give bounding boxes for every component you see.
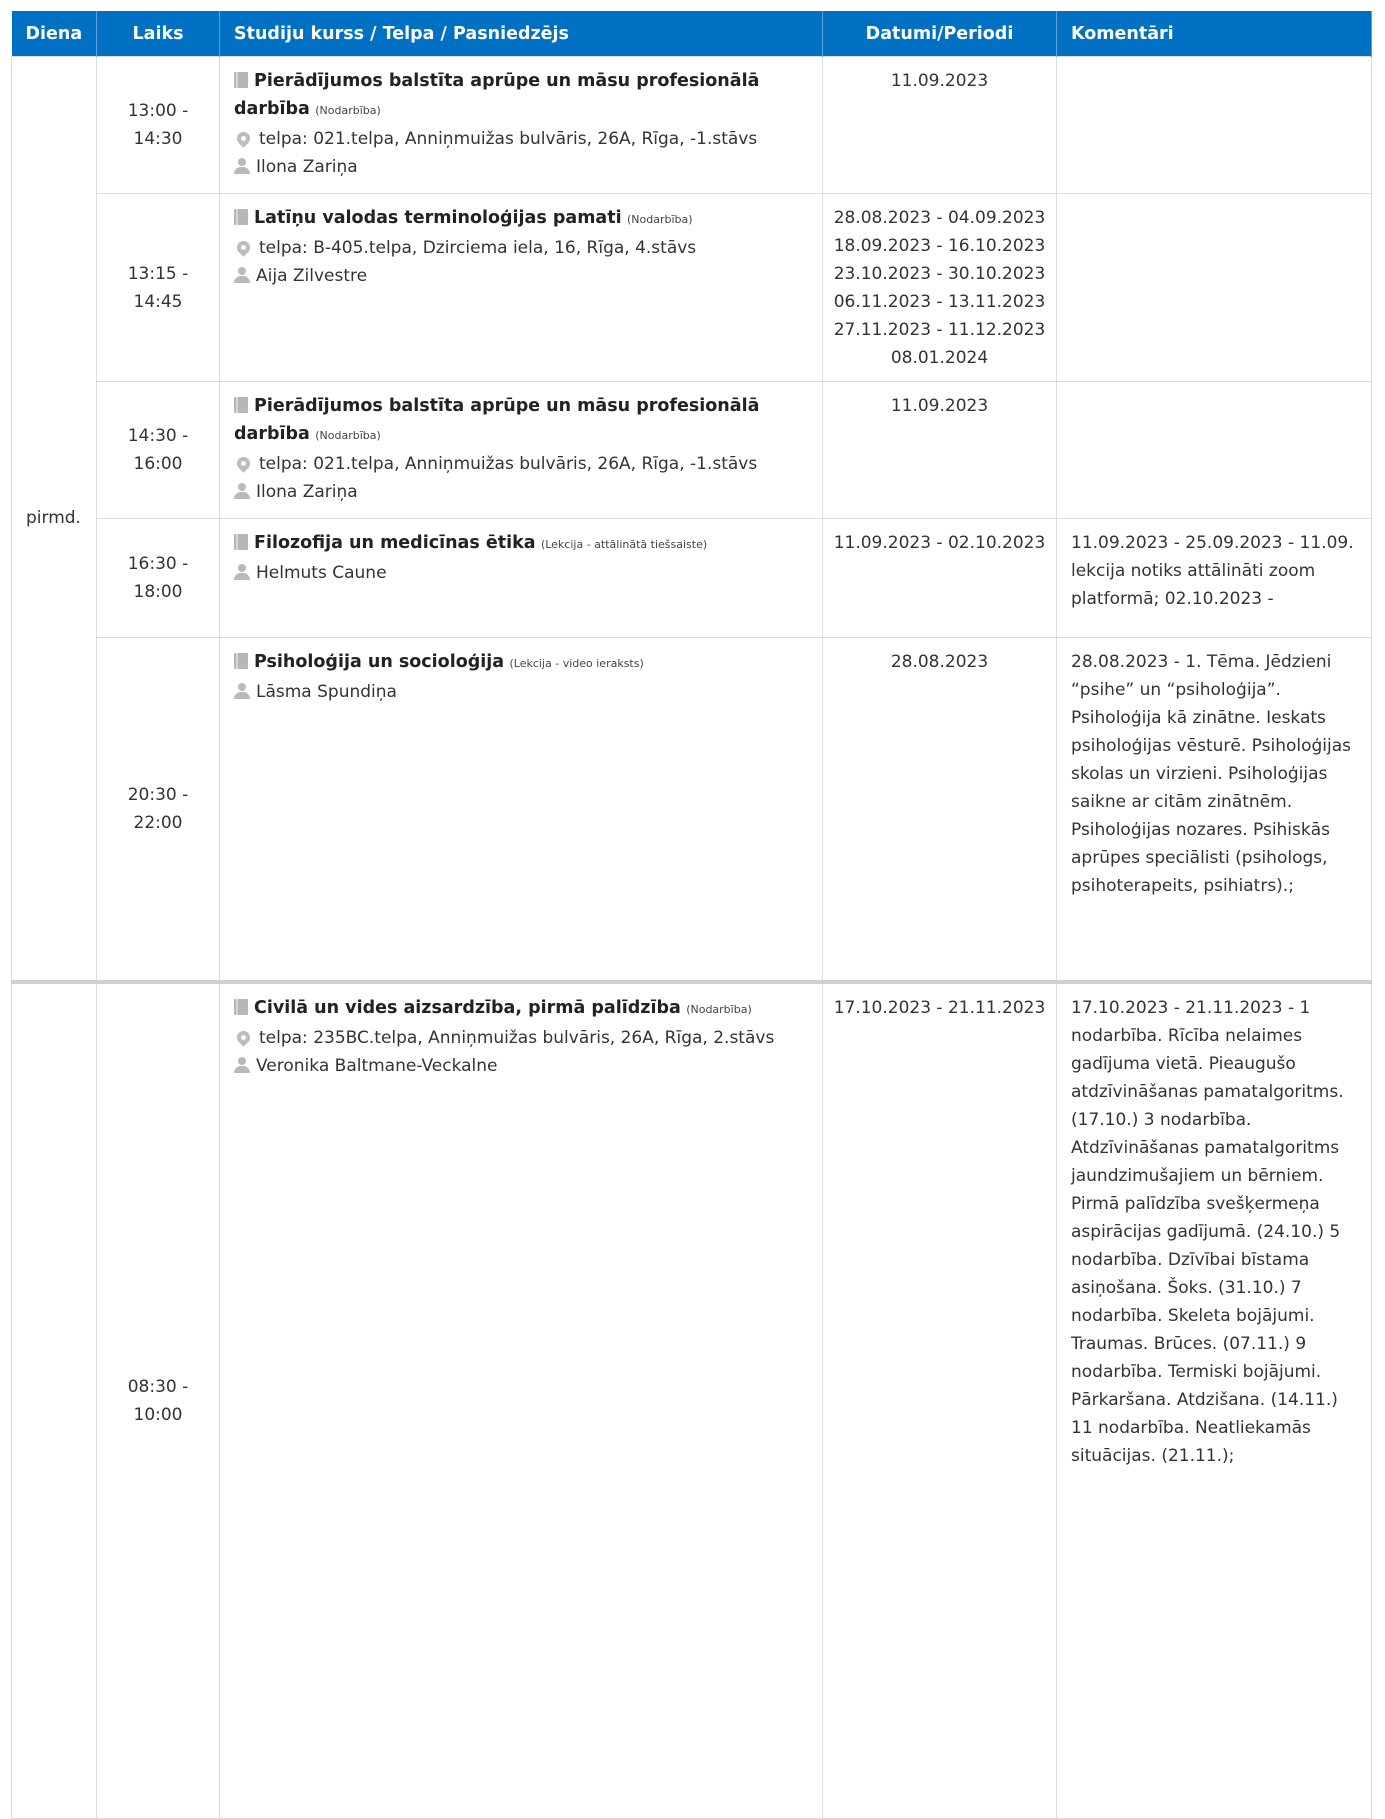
time-end: 14:30	[133, 129, 183, 149]
table-row	[12, 57, 1372, 194]
dates-cell	[823, 982, 1057, 1819]
course-type: (Lekcija - attālinātā tiešsaiste)	[540, 538, 708, 551]
comment-cell: 11.09.2023 - 25.09.2023 - 11.09. lekcija notiks attālināti zoom platformā; 02.10.2023 -	[1057, 519, 1372, 638]
date-period: 11.09.2023	[890, 71, 989, 91]
comment-cell: 28.08.2023 - 1. Tēma. Jēdzieni “psihe” un “psiholoģija”. Psiholoģija kā zinātne. Ieskats psiholoģijas vēsturē. Psiholoģijas skolas un virzieni. Psiholoģijas saikne ar citām zinātnēm. Psiholoģijas nozares. Psihiskās aprūpes speciālisti (psihologs, psihoterapeits, psihiatrs).;	[1057, 638, 1372, 982]
col-header-day: Diena	[12, 11, 97, 57]
time-cell	[97, 194, 220, 382]
course-cell	[220, 638, 823, 982]
course-type: (Nodarbība)	[686, 1002, 752, 1016]
course-type: (Nodarbība)	[627, 213, 693, 226]
date-period: 08.01.2024	[890, 348, 989, 368]
comment-cell	[1057, 57, 1372, 194]
location-icon	[234, 129, 252, 147]
location-icon	[234, 1028, 252, 1046]
course-cell	[220, 57, 823, 194]
course-title: Civilā un vides aizsardzība, pirmā palīdzība	[254, 997, 681, 1018]
course-cell	[220, 382, 823, 519]
date-period: 18.09.2023 - 16.10.2023	[833, 236, 1046, 256]
date-period: 27.11.2023 - 11.12.2023	[833, 320, 1046, 340]
time-end: 16:00	[133, 454, 183, 474]
day-cell: pirmd.	[12, 57, 97, 982]
table-row	[12, 982, 1372, 1819]
time-start: 13:15 -	[127, 263, 189, 284]
person-icon	[234, 483, 250, 499]
person-icon	[234, 564, 250, 580]
book-icon	[234, 72, 248, 88]
date-period: 28.08.2023	[890, 652, 989, 672]
dates-cell	[823, 638, 1057, 982]
comment-cell	[1057, 382, 1372, 519]
time-cell	[97, 982, 220, 1819]
time-cell	[97, 638, 220, 982]
date-period: 23.10.2023 - 30.10.2023	[833, 264, 1046, 284]
col-header-course: Studiju kurss / Telpa / Pasniedzējs	[220, 11, 823, 57]
teacher-name: Aija Zilvestre	[256, 266, 368, 286]
schedule-table	[11, 11, 1372, 1819]
time-end: 10:00	[133, 1404, 183, 1425]
comment-cell	[1057, 194, 1372, 382]
person-icon	[234, 1057, 250, 1073]
time-end: 14:45	[133, 291, 183, 312]
table-header-row	[12, 11, 1372, 57]
course-type: (Lekcija - video ieraksts)	[509, 657, 644, 670]
schedule-body	[12, 57, 1372, 1819]
course-cell	[220, 194, 823, 382]
course-cell	[220, 982, 823, 1819]
course-type: (Nodarbība)	[315, 104, 381, 117]
date-period: 28.08.2023 - 04.09.2023	[833, 208, 1046, 228]
location-icon	[234, 238, 252, 256]
teacher-name: Veronika Baltmane-Veckalne	[256, 1055, 498, 1076]
day-cell	[12, 982, 97, 1819]
table-row	[12, 194, 1372, 382]
table-row	[12, 519, 1372, 638]
time-cell	[97, 57, 220, 194]
time-cell	[97, 519, 220, 638]
date-period: 06.11.2023 - 13.11.2023	[833, 292, 1046, 312]
dates-cell	[823, 57, 1057, 194]
time-start: 08:30 -	[127, 1376, 189, 1397]
date-period: 17.10.2023 - 21.11.2023	[833, 997, 1046, 1018]
date-period: 11.09.2023	[890, 396, 989, 416]
course-title: Pierādījumos balstīta aprūpe un māsu profesionālā darbība	[234, 71, 760, 119]
room-text: telpa: B-405.telpa, Dzirciema iela, 16, Rīga, 4.stāvs	[259, 238, 697, 258]
book-icon	[234, 397, 248, 413]
time-start: 20:30 -	[127, 784, 189, 805]
comment-cell: 17.10.2023 - 21.11.2023 - 1 nodarbība. Rīcība nelaimes gadījuma vietā. Pieaugušo atdzīvināšanas pamatalgoritms. (17.10.) 3 nodarbība. Atdzīvināšanas pamatalgoritms jaundzimušajiem un bērniem. Pirmā palīdzība svešķermeņa aspirācijas gadījumā. (24.10.) 5 nodarbība. Dzīvībai bīstama asiņošana. Šoks. (31.10.) 7 nodarbība. Skeleta bojājumi. Traumas. Brūces. (07.11.) 9 nodarbība. Termiski bojājumi. Pārkaršana. Atdzišana. (14.11.) 11 nodarbība. Neatliekamās situācijas. (21.11.);	[1057, 982, 1372, 1819]
course-title: Filozofija un medicīnas ētika	[254, 533, 536, 553]
book-icon	[234, 653, 248, 669]
course-type: (Nodarbība)	[315, 429, 381, 442]
time-start: 14:30 -	[127, 426, 189, 446]
time-cell	[97, 382, 220, 519]
course-title: Psiholoģija un socioloģija	[254, 652, 505, 672]
time-start: 16:30 -	[127, 554, 189, 574]
col-header-time: Laiks	[97, 11, 220, 57]
table-row	[12, 638, 1372, 982]
teacher-name: Helmuts Caune	[256, 563, 387, 583]
person-icon	[234, 158, 250, 174]
teacher-name: Ilona Zariņa	[256, 482, 358, 502]
course-title: Pierādījumos balstīta aprūpe un māsu profesionālā darbība	[234, 396, 760, 444]
course-title: Latīņu valodas terminoloģijas pamati	[254, 208, 622, 228]
person-icon	[234, 267, 250, 283]
room-text: telpa: 021.telpa, Anniņmuižas bulvāris, 26A, Rīga, -1.stāvs	[259, 129, 758, 149]
time-start: 13:00 -	[127, 101, 189, 121]
book-icon	[234, 209, 248, 225]
course-cell	[220, 519, 823, 638]
person-icon	[234, 683, 250, 699]
dates-cell	[823, 194, 1057, 382]
col-header-comments: Komentāri	[1057, 11, 1372, 57]
date-period: 11.09.2023 - 02.10.2023	[833, 533, 1046, 553]
teacher-name: Ilona Zariņa	[256, 157, 358, 177]
teacher-name: Lāsma Spundiņa	[256, 682, 397, 702]
time-end: 22:00	[133, 812, 183, 833]
dates-cell	[823, 382, 1057, 519]
room-text: telpa: 021.telpa, Anniņmuižas bulvāris, 26A, Rīga, -1.stāvs	[259, 454, 758, 474]
time-end: 18:00	[133, 582, 183, 602]
dates-cell	[823, 519, 1057, 638]
book-icon	[234, 534, 248, 550]
book-icon	[234, 999, 248, 1015]
col-header-dates: Datumi/Periodi	[823, 11, 1057, 57]
location-icon	[234, 454, 252, 472]
table-row	[12, 382, 1372, 519]
room-text: telpa: 235BC.telpa, Anniņmuižas bulvāris, 26A, Rīga, 2.stāvs	[259, 1027, 775, 1048]
